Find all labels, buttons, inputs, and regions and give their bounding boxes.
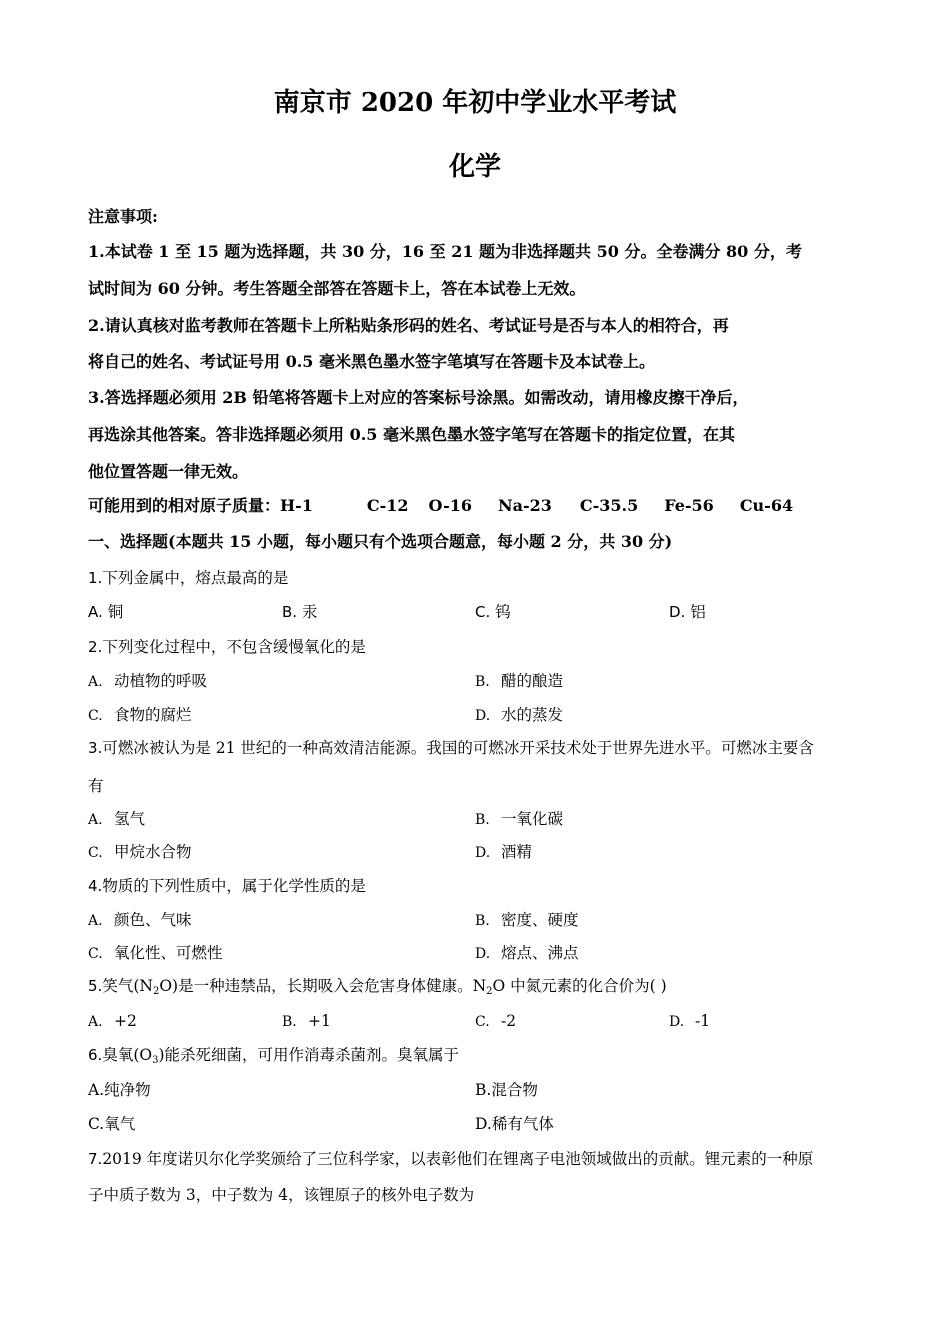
subject-title: 化学 (448, 152, 501, 182)
question-3 (88, 737, 868, 759)
q2-option-c[interactable]: C. 食物的腐烂 (88, 706, 192, 724)
question-6: 6.臭氧$(O_3)$能杀死细菌，可用作消毒杀菌剂。臭氧属于 (88, 1046, 460, 1066)
notice-heading: 注意事项: (88, 207, 158, 226)
q4-option-a[interactable]: A. 颜色、气味 (88, 911, 192, 929)
q6-option-c[interactable]: C.氧气 (88, 1115, 136, 1133)
q3-option-c[interactable]: C. 甲烷水合物 (88, 843, 192, 861)
notice-item-3-line-3: 他位置答题一律无效。 (88, 462, 249, 481)
notice-item-2-line-2: 将自己的姓名、考试证号用 0.5 毫米黑色墨水签字笔填写在答题卡及本试卷上。 (88, 352, 655, 371)
mass-c: C-12 (366, 496, 409, 515)
q3-option-b[interactable]: B. 一氧化碳 (475, 810, 564, 828)
question-stem: 可燃冰被认为是 21 世纪的一种高效清洁能源。我国的可燃冰开采技术处于世界先进水平。可燃冰主要含 (102, 739, 814, 757)
question-stem: 2019 年度诺贝尔化学奖颁给了三位科学家，以表彰他们在锂离子电池领域做出的贡献。锂元素的一种原 (102, 1150, 814, 1168)
q1-option-d[interactable]: D. 铝 (669, 603, 706, 621)
mass-fe: Fe-56 (664, 496, 714, 515)
q4-option-d[interactable]: D. 熔点、沸点 (475, 944, 579, 962)
mass-h: H-1 (280, 496, 313, 515)
q2-option-d[interactable]: D. 水的蒸发 (475, 706, 564, 724)
question-7 (88, 1148, 868, 1170)
atomic-masses (88, 495, 868, 517)
q2-option-a[interactable]: A. 动植物的呼吸 (88, 672, 208, 690)
question-number: 4. (88, 877, 103, 895)
question-2 (88, 636, 868, 658)
q3-option-d[interactable]: D. 酒精 (475, 843, 533, 861)
question-number: 5. (88, 977, 103, 995)
mass-na: Na-23 (497, 496, 552, 515)
notice-item-3-line-1: 3.答选择题必须用 2B 铅笔将答题卡上对应的答案标号涂黑。如需改动，请用橡皮擦干净后， (88, 388, 749, 407)
question-number: 6. (88, 1046, 103, 1064)
notice-item-1-line-1: 1.本试卷 1 至 15 题为选择题，共 30 分，16 至 21 题为非选择题共 50 分。全卷满分 80 分，考 (88, 242, 802, 261)
atomic-masses-label: 可能用到的相对原子质量： (88, 496, 281, 515)
q4-option-c[interactable]: C. 氧化性、可燃性 (88, 944, 223, 962)
question-5: 5.笑气$(N_2O)$是一种违禁品，长期吸入会危害身体健康。$N_2O$ 中氮元素的化合价为( ) (88, 977, 667, 997)
q1-option-c[interactable]: C. 钨 (475, 603, 511, 621)
exam-title: 南京市 2020 年初中学业水平考试 (273, 88, 677, 118)
question-number: 2. (88, 638, 103, 656)
q5-option-a[interactable]: A. +2 (88, 1012, 137, 1030)
section-1-heading: 一、选择题(本题共 15 小题，每小题只有个选项合题意，每小题 2 分，共 30 分) (88, 532, 673, 551)
question-4 (88, 875, 868, 897)
q3-option-a[interactable]: A. 氢气 (88, 810, 146, 828)
q6-option-b[interactable]: B.混合物 (475, 1081, 538, 1099)
question-stem: 物质的下列性质中，属于化学性质的是 (102, 877, 366, 895)
q4-option-b[interactable]: B. 密度、硬度 (475, 911, 579, 929)
mass-cu: Cu-64 (739, 496, 794, 515)
q1-option-b[interactable]: B. 汞 (282, 603, 318, 621)
mass-o: O-16 (428, 496, 472, 515)
question-number: 7. (88, 1150, 103, 1168)
question-stem: 下列金属中，熔点最高的是 (102, 569, 289, 587)
question-1 (88, 567, 868, 589)
q5-option-b[interactable]: B. +1 (282, 1012, 331, 1030)
q5-option-c[interactable]: C. -2 (475, 1012, 517, 1030)
question-3-line-2: 有 (88, 777, 104, 795)
q1-option-a[interactable]: A. 铜 (88, 603, 124, 621)
q6-option-a[interactable]: A.纯净物 (88, 1081, 151, 1099)
mass-cl: C-35.5 (579, 496, 639, 515)
q2-option-b[interactable]: B. 醋的酿造 (475, 672, 564, 690)
question-stem: 下列变化过程中，不包含缓慢氧化的是 (102, 638, 366, 656)
question-number: 1. (88, 569, 103, 587)
notice-item-1-line-2: 试时间为 60 分钟。考生答题全部答在答题卡上，答在本试卷上无效。 (88, 279, 586, 298)
question-number: 3. (88, 739, 103, 757)
q6-option-d[interactable]: D.稀有气体 (475, 1115, 554, 1133)
notice-item-2-line-1: 2.请认真核对监考教师在答题卡上所粘贴条形码的姓名、考试证号是否与本人的相符合，再 (88, 316, 729, 335)
question-7-line-2: 子中质子数为 3，中子数为 4，该锂原子的核外电子数为 (88, 1186, 475, 1204)
notice-item-3-line-2: 再选涂其他答案。答非选择题必须用 0.5 毫米黑色墨水签字笔写在答题卡的指定位置，在其 (88, 425, 735, 444)
q5-option-d[interactable]: D. -1 (669, 1012, 711, 1030)
